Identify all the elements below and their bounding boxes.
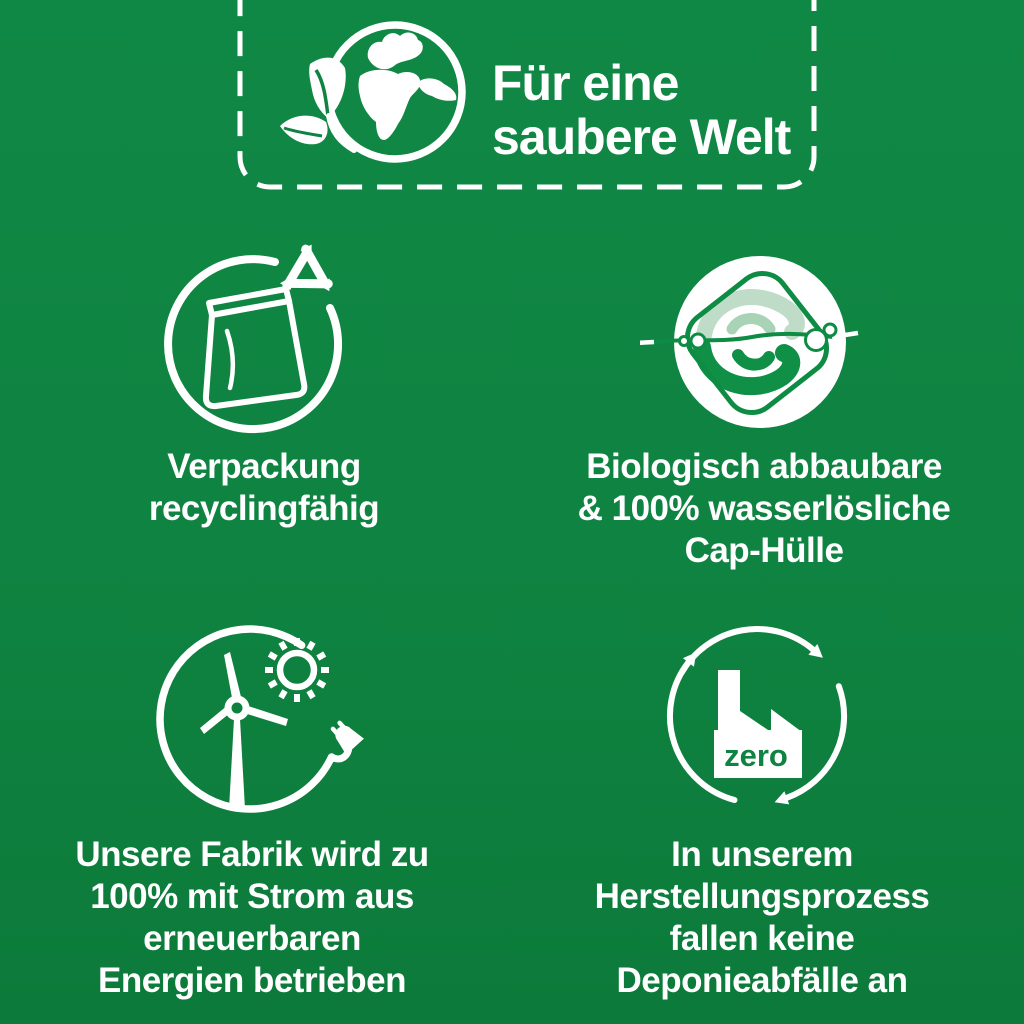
caption-line: Verpackung — [167, 447, 361, 486]
zero-badge: zero — [724, 738, 788, 773]
caption-energy — [12, 834, 492, 1002]
caption-line: Herstellungsprozess — [594, 877, 930, 916]
caption-line: Deponieabfälle an — [616, 961, 908, 1000]
renewable-energy-icon — [148, 612, 388, 824]
caption-line: Unsere Fabrik wird zu — [75, 835, 429, 874]
caption-line: erneuerbaren — [143, 919, 361, 958]
caption-line: recyclingfähig — [148, 489, 380, 528]
header-title-line1: Für eine — [492, 55, 679, 111]
caption-line: Biologisch abbaubare — [586, 447, 942, 486]
globe-continent-africa — [359, 70, 421, 140]
pouch — [206, 289, 304, 406]
caption-cap — [524, 446, 1004, 572]
biodegradable-cap-icon — [640, 233, 885, 453]
globe-continent-asia — [418, 78, 456, 100]
zero-landfill-factory-icon — [655, 616, 867, 822]
plug-icon — [327, 718, 364, 755]
caption-packaging — [24, 446, 504, 530]
caption-line: & 100% wasserlösliche — [577, 489, 951, 528]
caption-line: Energien betrieben — [97, 961, 407, 1000]
caption-zero-waste — [522, 834, 1002, 1002]
earth-with-leaves-icon — [272, 10, 472, 180]
turbine-hub — [228, 699, 246, 717]
header-title-line2: saubere Welt — [492, 109, 791, 165]
sun-icon — [265, 638, 329, 702]
caption-line: Cap-Hülle — [684, 531, 844, 570]
caption-line: 100% mit Strom aus — [90, 877, 414, 916]
caption-line: fallen keine — [669, 919, 855, 958]
recyclable-packaging-icon — [150, 240, 362, 445]
caption-line: In unserem — [671, 835, 853, 874]
water-line-left — [640, 342, 654, 343]
globe-continent-europe — [368, 33, 423, 70]
wind-turbine — [200, 652, 288, 809]
header-title — [492, 56, 790, 164]
